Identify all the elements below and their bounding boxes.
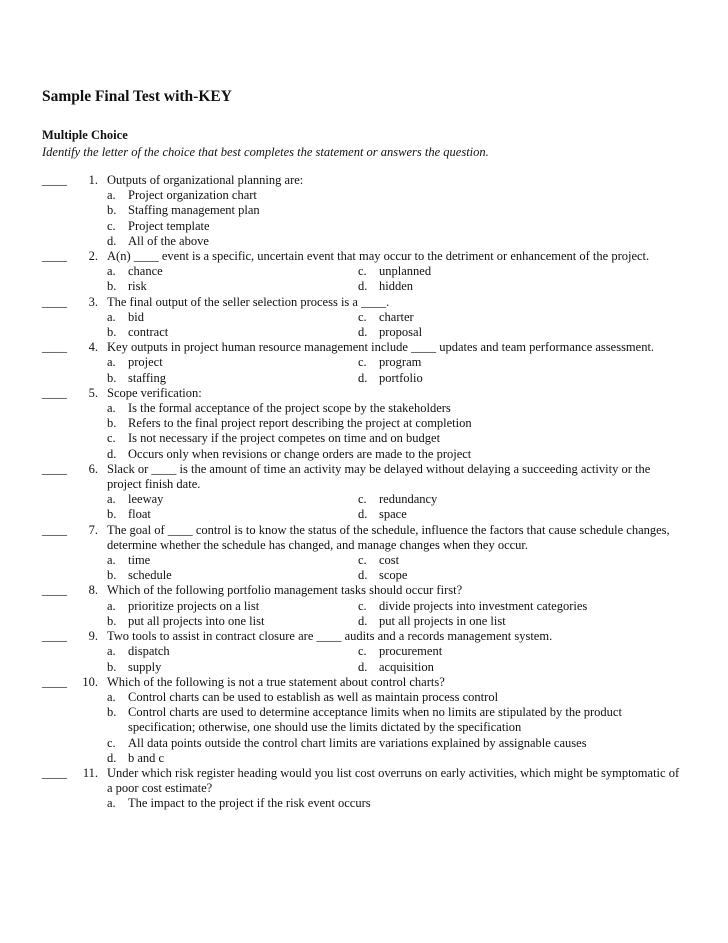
question-6 xyxy=(0,462,728,523)
answer-options xyxy=(107,401,682,462)
question-stem: The goal of ____ control is to know the status of the schedule, influence the factors that cause schedule changes, determine whether the schedule has changed, and manage changes when they occur. xyxy=(107,522,670,552)
option-letter: c. xyxy=(358,264,367,279)
option-text: put all projects in one list xyxy=(379,613,506,628)
option-text: float xyxy=(128,507,151,522)
option-text: risk xyxy=(128,279,147,294)
option-text: program xyxy=(379,355,422,370)
answer-option xyxy=(358,264,609,279)
question-stem: Key outputs in project human resource management include ____ updates and team performance assessment. xyxy=(107,340,655,355)
option-text: supply xyxy=(128,659,162,674)
answer-option xyxy=(107,310,358,325)
option-letter: c. xyxy=(107,735,116,750)
answer-option xyxy=(358,371,609,386)
option-text: put all projects into one list xyxy=(128,613,265,628)
question-9 xyxy=(0,629,728,675)
option-text: Occurs only when revisions or change orders are made to the project xyxy=(128,446,472,461)
answer-option xyxy=(358,279,609,294)
option-letter: d. xyxy=(107,233,117,248)
option-letter: a. xyxy=(107,309,116,324)
option-letter: a. xyxy=(107,401,116,416)
instructions: Identify the letter of the choice that best completes the statement or answers the question. xyxy=(42,145,489,159)
question-number: 3. xyxy=(88,294,98,309)
answer-option xyxy=(358,310,609,325)
answer-blank[interactable]: ____ xyxy=(42,173,67,187)
question-number: 1. xyxy=(88,173,98,187)
option-letter: d. xyxy=(358,507,368,522)
option-letter: a. xyxy=(107,598,116,613)
answer-option xyxy=(107,355,358,370)
option-text: prioritize projects on a list xyxy=(128,598,260,613)
answer-option xyxy=(358,325,609,340)
option-text: Is not necessary if the project competes on time and on budget xyxy=(128,431,441,446)
option-letter: d. xyxy=(358,370,368,385)
question-number: 2. xyxy=(88,249,98,264)
answer-options xyxy=(107,644,682,674)
option-letter: d. xyxy=(358,279,368,294)
option-letter: b. xyxy=(107,507,117,522)
answer-option xyxy=(107,234,682,249)
answer-blank[interactable]: ____ xyxy=(42,461,67,476)
question-stem: Outputs of organizational planning are: xyxy=(107,173,304,187)
option-letter: c. xyxy=(107,431,116,446)
option-letter: d. xyxy=(358,325,368,340)
answer-option xyxy=(358,355,609,370)
question-number: 11. xyxy=(82,765,98,780)
option-letter: b. xyxy=(107,325,117,340)
option-text: cost xyxy=(379,553,400,568)
answer-options xyxy=(107,690,682,766)
option-text: unplanned xyxy=(379,264,432,279)
question-stem: Under which risk register heading would you list cost overruns on early activities, which might be symptomatic of a poor cost estimate? xyxy=(107,765,680,796)
option-text: chance xyxy=(128,264,163,279)
question-stem: Which of the following portfolio management tasks should occur first? xyxy=(107,583,463,598)
answer-blank[interactable]: ____ xyxy=(42,522,67,537)
answer-option xyxy=(358,492,609,507)
answer-option xyxy=(107,188,682,203)
option-text: hidden xyxy=(379,279,414,294)
option-letter: b. xyxy=(107,416,117,431)
question-number: 5. xyxy=(88,385,98,400)
answer-blank[interactable]: ____ xyxy=(42,583,67,598)
answer-option xyxy=(107,644,358,659)
question-3 xyxy=(0,295,728,341)
option-text: Control charts are used to determine acceptance limits when no limits are stipulated by the product specification; otherwise, one should use the limits dictated by the specification xyxy=(128,705,622,735)
question-5 xyxy=(0,386,728,462)
option-letter: c. xyxy=(358,492,367,507)
option-text: scope xyxy=(379,568,408,583)
option-letter: a. xyxy=(107,796,116,811)
answer-options xyxy=(107,553,682,583)
answer-option xyxy=(107,447,682,462)
answer-option xyxy=(107,796,682,811)
option-letter: a. xyxy=(107,689,116,704)
answer-options xyxy=(107,264,682,294)
question-number: 9. xyxy=(88,629,98,644)
option-text: b and c xyxy=(128,750,165,765)
option-letter: a. xyxy=(107,355,116,370)
question-stem: A(n) ____ event is a specific, uncertain event that may occur to the detriment or enhancement of the project. xyxy=(107,249,650,264)
option-letter: b. xyxy=(107,279,117,294)
option-text: Project organization chart xyxy=(128,188,257,203)
option-letter: c. xyxy=(358,355,367,370)
question-stem: Scope verification: xyxy=(107,385,202,400)
question-4 xyxy=(0,340,728,386)
option-text: procurement xyxy=(379,644,443,659)
option-text: charter xyxy=(379,309,414,324)
answer-option xyxy=(107,401,682,416)
option-letter: a. xyxy=(107,188,116,203)
question-2 xyxy=(0,249,728,295)
answer-blank[interactable]: ____ xyxy=(42,340,67,355)
option-text: project xyxy=(128,355,163,370)
question-11 xyxy=(0,766,728,812)
question-stem: The final output of the seller selection process is a ____. xyxy=(107,294,390,309)
answer-options xyxy=(107,355,682,385)
answer-option xyxy=(107,203,682,218)
answer-option xyxy=(107,416,682,431)
answer-option xyxy=(358,507,609,522)
option-letter: d. xyxy=(107,446,117,461)
option-letter: a. xyxy=(107,264,116,279)
answer-option xyxy=(358,644,609,659)
answer-option xyxy=(107,599,358,614)
option-letter: c. xyxy=(358,644,367,659)
answer-blank[interactable]: ____ xyxy=(42,294,67,309)
question-8 xyxy=(0,583,728,629)
option-text: staffing xyxy=(128,370,166,385)
option-letter: d. xyxy=(358,613,368,628)
answer-option xyxy=(107,507,358,522)
option-letter: a. xyxy=(107,644,116,659)
answer-option xyxy=(107,660,358,675)
option-text: All of the above xyxy=(128,233,209,248)
question-10 xyxy=(0,675,728,766)
answer-options xyxy=(107,310,682,340)
answer-options xyxy=(107,492,682,522)
option-letter: b. xyxy=(107,659,117,674)
question-number: 4. xyxy=(88,340,98,355)
question-stem: Slack or ____ is the amount of time an activity may be delayed without delaying a succeeding activity or the project finish date. xyxy=(107,461,651,492)
answer-blank[interactable]: ____ xyxy=(42,674,67,689)
option-letter: c. xyxy=(358,553,367,568)
option-text: Project template xyxy=(128,218,210,233)
question-number: 10. xyxy=(82,674,98,689)
answer-option xyxy=(358,660,609,675)
option-text: portfolio xyxy=(379,370,423,385)
option-text: The impact to the project if the risk event occurs xyxy=(128,796,371,811)
option-letter: c. xyxy=(358,598,367,613)
answer-option xyxy=(107,219,682,234)
answer-options xyxy=(107,188,682,249)
answer-option xyxy=(107,371,358,386)
option-text: contract xyxy=(128,325,169,340)
answer-options xyxy=(107,796,682,811)
option-text: divide projects into investment categories xyxy=(379,598,588,613)
option-text: Is the formal acceptance of the project scope by the stakeholders xyxy=(128,401,451,416)
answer-option xyxy=(358,599,609,614)
question-stem: Two tools to assist in contract closure are ____ audits and a records management system. xyxy=(107,629,553,644)
option-letter: d. xyxy=(358,568,368,583)
option-text: time xyxy=(128,553,151,568)
answer-option xyxy=(107,736,682,751)
option-letter: b. xyxy=(107,203,117,218)
answer-option xyxy=(107,751,682,766)
question-number: 8. xyxy=(88,583,98,598)
option-text: proposal xyxy=(379,325,423,340)
option-letter: c. xyxy=(358,309,367,324)
answer-blank[interactable]: ____ xyxy=(42,765,67,780)
answer-option xyxy=(107,279,358,294)
question-number: 6. xyxy=(88,461,98,476)
option-text: schedule xyxy=(128,568,172,583)
answer-option xyxy=(107,614,358,629)
option-text: dispatch xyxy=(128,644,170,659)
answer-option xyxy=(358,553,609,568)
option-text: space xyxy=(379,507,407,522)
option-text: leeway xyxy=(128,492,164,507)
option-letter: c. xyxy=(107,218,116,233)
page-title: Sample Final Test with-KEY xyxy=(42,88,232,105)
option-text: Refers to the final project report describing the project at completion xyxy=(128,416,472,431)
answer-blank[interactable]: ____ xyxy=(42,629,67,644)
answer-blank[interactable]: ____ xyxy=(42,385,67,400)
answer-option xyxy=(107,690,682,705)
answer-blank[interactable]: ____ xyxy=(42,249,67,264)
option-letter: b. xyxy=(107,705,117,720)
option-letter: a. xyxy=(107,553,116,568)
option-text: bid xyxy=(128,309,144,324)
answer-option xyxy=(358,568,609,583)
section-heading: Multiple Choice xyxy=(42,128,128,142)
answer-option xyxy=(107,264,358,279)
option-text: All data points outside the control chart limits are variations explained by assignable causes xyxy=(128,735,587,750)
answer-option xyxy=(107,568,358,583)
answer-option xyxy=(107,325,358,340)
question-7 xyxy=(0,523,728,584)
question-list xyxy=(0,173,728,812)
option-letter: d. xyxy=(358,659,368,674)
answer-option xyxy=(107,431,682,446)
option-letter: b. xyxy=(107,613,117,628)
question-1 xyxy=(0,173,728,249)
question-stem: Which of the following is not a true statement about control charts? xyxy=(107,674,445,689)
option-text: acquisition xyxy=(379,659,434,674)
answer-option xyxy=(107,705,682,735)
option-letter: b. xyxy=(107,568,117,583)
option-letter: b. xyxy=(107,370,117,385)
option-letter: a. xyxy=(107,492,116,507)
answer-option xyxy=(107,553,358,568)
answer-options xyxy=(107,599,682,629)
question-number: 7. xyxy=(88,522,98,537)
option-text: redundancy xyxy=(379,492,438,507)
option-letter: d. xyxy=(107,750,117,765)
option-text: Staffing management plan xyxy=(128,203,260,218)
answer-option xyxy=(358,614,609,629)
answer-option xyxy=(107,492,358,507)
option-text: Control charts can be used to establish as well as maintain process control xyxy=(128,689,499,704)
